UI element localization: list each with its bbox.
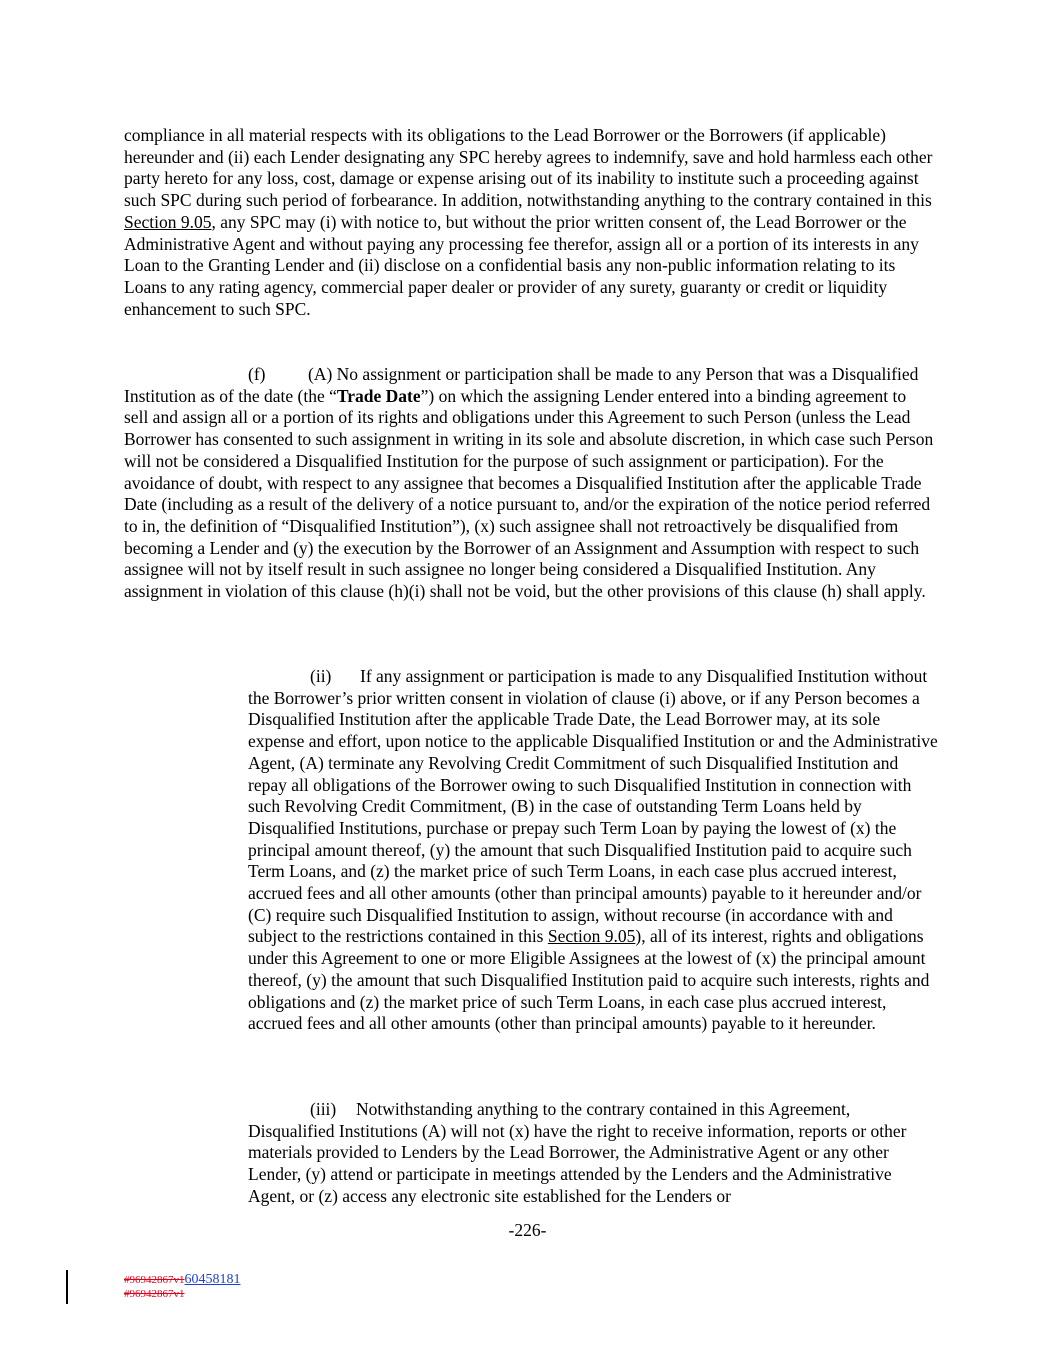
revision-change-bar <box>66 1270 68 1304</box>
clause-label-iii: (iii) <box>310 1099 337 1119</box>
document-id-footer <box>124 1273 241 1301</box>
deleted-doc-id: #96942867v1 <box>124 1274 185 1286</box>
paragraph-iii <box>248 1099 938 1208</box>
section-9-05-reference-2: Section 9.05 <box>547 926 636 947</box>
section-9-05-reference: Section 9.05 <box>124 211 212 232</box>
para1-text-a: compliance in all material respects with its obligations to the Lead Borrower or the Borrowers (if applicable) hereunder and (ii) each Lender designating any SPC hereby agrees to indemnify, save and hold harmless each other party hereto for any loss, cost, damage or expense arising out of its inability to institute such a proceeding against such SPC during such period of forbearance. In addition, notwithstanding anything to the contrary contained in this <box>124 125 933 211</box>
paragraph-continuation <box>124 125 934 320</box>
para2-text-b: ”) on which the assigning Lender entered into a binding agreement to sell and assign all or a portion of its rights and obligations under this Agreement to such Person (unless the Lead Borrower has consented to such assignment in writing in its sole and absolute discretion, in which case such Person will not be considered a Disqualified Institution for the purpose of such assignment or participation). For the avoidance of doubt, with respect to any assignee that becomes a Disqualified Institution after the applicable Trade Date (including as a result of the delivery of a notice pursuant to, and/or the expiration of the notice period referred to in, the definition of “Disqualified Institution”), (x) such assignee shall not retroactively be disqualified from becoming a Lender and (y) the execution by the Borrower of an Assignment and Assumption with respect to such assignee will not by itself result in such assignee no longer being considered a Disqualified Institution. Any assignment in violation of this clause (h)(i) shall not be void, but the other provisions of this clause (h) shall apply. <box>124 385 934 602</box>
para3-text-a: If any assignment or participation is made to any Disqualified Institution without the Borrower’s prior written consent in violation of clause (i) above, or if any Person becomes a Disqualified Institution after the applicable Trade Date, the Lead Borrower may, at its sole expense and effort, upon notice to the applicable Disqualified Institution or and the Administrative Agent, (A) terminate any Revolving Credit Commitment of such Disqualified Institution and repay all obligations of the Borrower owing to such Disqualified Institution in connection with such Revolving Credit Commitment, (B) in the case of outstanding Term Loans held by Disqualified Institutions, purchase or prepay such Term Loan by paying the lowest of (x) the principal amount thereof, (y) the amount that such Disqualified Institution paid to acquire such Term Loans, and (z) the market price of such Term Loans, in each case plus accrued interest, accrued fees and all other amounts (other than principal amounts) payable to it hereunder and/or (C) require such Disqualified Institution to assign, without recourse (in accordance with and subject to the restrictions contained in this <box>248 666 938 947</box>
inserted-doc-id: 60458181 <box>184 1272 241 1287</box>
paragraph-f <box>124 364 934 603</box>
page-number: -226- <box>508 1220 547 1240</box>
trade-date-term: Trade Date <box>336 385 421 406</box>
deleted-doc-id-2: #96942867v1 <box>124 1288 185 1300</box>
para4-text-a: Notwithstanding anything to the contrary contained in this Agreement, Disqualified Institutions (A) will not (x) have the right to receive information, reports or other materials provided to Lenders by the Lead Borrower, the Administrative Agent or any other Lender, (y) attend or participate in meetings attended by the Lenders and the Administrative Agent, or (z) access any electronic site established for the Lenders or <box>248 1099 907 1206</box>
paragraph-ii <box>248 666 938 1035</box>
clause-label-ii: (ii) <box>310 666 332 686</box>
para3-text-b: ), all of its interest, rights and obligations under this Agreement to one or more Eligible Assignees at the lowest of (x) the principal amount thereof, (y) the amount that such Disqualified Institution paid to acquire such interests, rights and obligations and (z) the market price of such Term Loans, in each case plus accrued interest, accrued fees and all other amounts (other than principal amounts) payable to it hereunder. <box>248 926 930 1034</box>
para2-text-a: (A) No assignment or participation shall be made to any Person that was a Disqualified Institution as of the date (the “ <box>124 364 919 406</box>
para1-text-b: , any SPC may (i) with notice to, but without the prior written consent of, the Lead Borrower or the Administrative Agent and without paying any processing fee therefor, assign all or a portion of its interests in any Loan to the Granting Lender and (ii) disclose on a confidential basis any non-public information relating to its Loans to any rating agency, commercial paper dealer or provider of any surety, guaranty or credit or liquidity enhancement to such SPC. <box>124 211 919 319</box>
clause-label-f: (f) <box>248 364 266 384</box>
